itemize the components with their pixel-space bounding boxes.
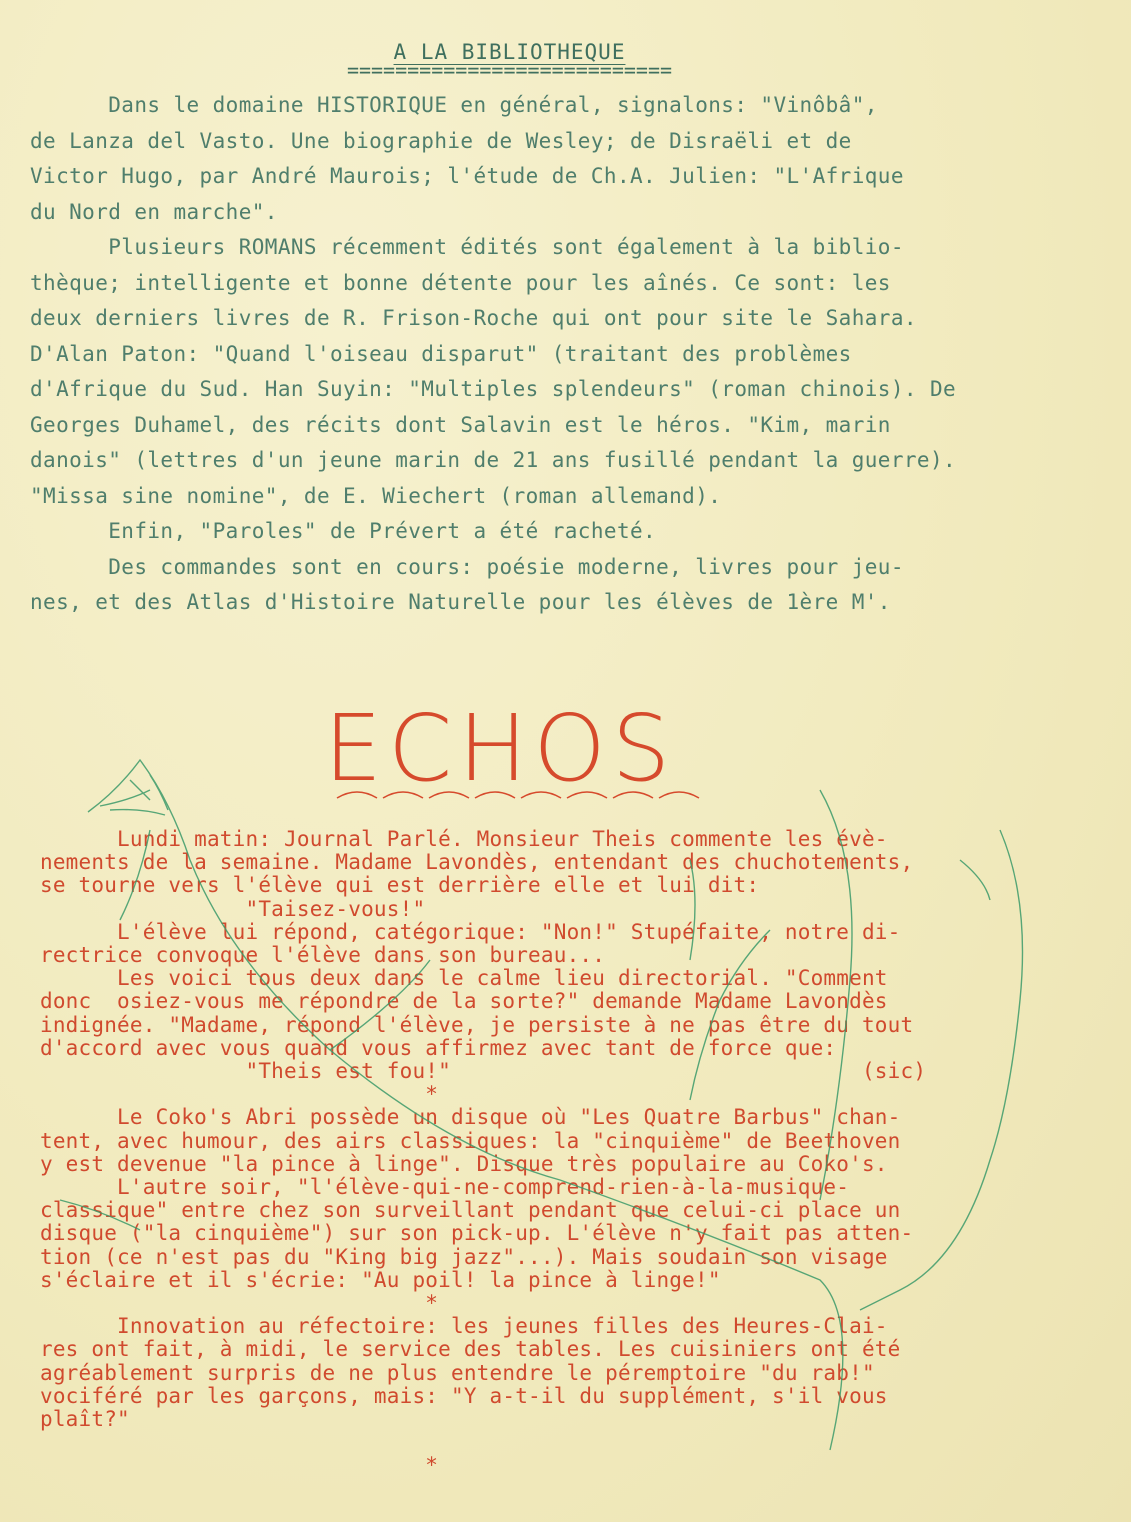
text-line: "Missa sine nomine", de E. Wiechert (roman allemand). xyxy=(30,483,722,508)
text-line: du Nord en marche". xyxy=(30,199,278,224)
text-line: agréablement surpris de ne plus entendre le péremptoire "du rab!" xyxy=(40,1360,875,1385)
text-line: * xyxy=(40,1291,439,1316)
text-line: rectrice convoque l'élève dans son bureau... xyxy=(40,943,606,968)
text-line: nes, et des Atlas d'Histoire Naturelle pour les élèves de 1ère M'. xyxy=(30,590,891,614)
text-line: d'accord avec vous quand vous affirmez avec tant de force que: xyxy=(40,1035,837,1060)
text-line: deux derniers livres de R. Frison-Roche qui ont pour site le Sahara. xyxy=(30,306,917,330)
text-line: Dans le domaine HISTORIQUE en général, signalons: "Vinôbâ", xyxy=(30,93,878,117)
bibliotheque-text xyxy=(30,88,1090,621)
text-line: d'Afrique du Sud. Han Suyin: "Multiples splendeurs" (roman chinois). De xyxy=(30,377,957,401)
text-line: * xyxy=(40,1082,439,1107)
section-title: A LA BIBLIOTHEQUE xyxy=(393,40,626,64)
text-line: de Lanza del Vasto. Une biographie de Wesley; de Disraëli et de xyxy=(30,128,852,153)
text-line: * xyxy=(40,1453,439,1478)
text-line: Plusieurs ROMANS récemment édités sont également à la biblio- xyxy=(30,235,904,259)
title-double-rule: =========================== xyxy=(346,58,673,82)
text-line xyxy=(40,1431,1100,1454)
text-line: D'Alan Paton: "Quand l'oiseau disparut" (traitant des problèmes xyxy=(30,341,852,366)
text-line: thèque; intelligente et bonne détente pour les aînés. Ce sont: les xyxy=(30,270,891,295)
text-line: L'autre soir, "l'élève-qui-ne-comprend-rien-à-la-musique- xyxy=(40,1175,850,1200)
text-line: L'élève lui répond, catégorique: "Non!" Stupéfaite, notre di- xyxy=(40,919,901,944)
text-line: Innovation au réfectoire: les jeunes filles des Heures-Clai- xyxy=(40,1314,888,1339)
echos-text xyxy=(40,828,1100,1477)
wave-ornament xyxy=(335,786,705,800)
text-line: "Theis est fou!" (sic) xyxy=(40,1059,927,1084)
text-line: tion (ce n'est pas du "King big jazz"...). Mais soudain son visage xyxy=(40,1244,888,1269)
text-line: "Taisez-vous!" xyxy=(40,896,426,921)
text-line: Le Coko's Abri possède un disque où "Les Quatre Barbus" chan- xyxy=(40,1105,901,1130)
text-line: disque ("la cinquième") sur son pick-up. L'élève n'y fait pas atten- xyxy=(40,1221,914,1246)
text-line: Victor Hugo, par André Maurois; l'étude de Ch.A. Julien: "L'Afrique xyxy=(30,164,904,188)
text-line: Des commandes sont en cours: poésie moderne, livres pour jeu- xyxy=(30,554,904,579)
text-line: Lundi matin: Journal Parlé. Monsieur Theis commente les évè- xyxy=(40,827,888,851)
text-line: res ont fait, à midi, le service des tables. Les cuisiniers ont été xyxy=(40,1337,901,1362)
text-line: nements de la semaine. Madame Lavondès, entendant des chuchotements, xyxy=(40,850,914,875)
text-line: s'éclaire et il s'écrie: "Au poil! la pince à linge!" xyxy=(40,1267,721,1292)
text-line: Enfin, "Paroles" de Prévert a été racheté. xyxy=(30,519,657,543)
text-line: Les voici tous deux dans le calme lieu directorial. "Comment xyxy=(40,966,888,991)
text-line: donc osiez-vous me répondre de la sorte?" demande Madame Lavondès xyxy=(40,989,888,1014)
text-line: classique" entre chez son surveillant pendant que celui-ci place un xyxy=(40,1198,901,1223)
text-line: Georges Duhamel, des récits dont Salavin est le héros. "Kim, marin xyxy=(30,412,891,437)
echos-heading: ECHOS xyxy=(323,695,677,802)
text-line: indignée. "Madame, répond l'élève, je persiste à ne pas être du tout xyxy=(40,1012,914,1037)
text-line: tent, avec humour, des airs classiques: la "cinquième" de Beethoven xyxy=(40,1128,901,1153)
text-line: plaît?" xyxy=(40,1407,130,1432)
text-line: se tourne vers l'élève qui est derrière elle et lui dit: xyxy=(40,873,760,898)
text-line: y est devenue "la pince à linge". Disque très populaire au Coko's. xyxy=(40,1151,888,1176)
text-line: danois" (lettres d'un jeune marin de 21 ans fusillé pendant la guerre). xyxy=(30,448,957,472)
text-line: vociféré par les garçons, mais: "Y a-t-il du supplément, s'il vous xyxy=(40,1383,888,1408)
